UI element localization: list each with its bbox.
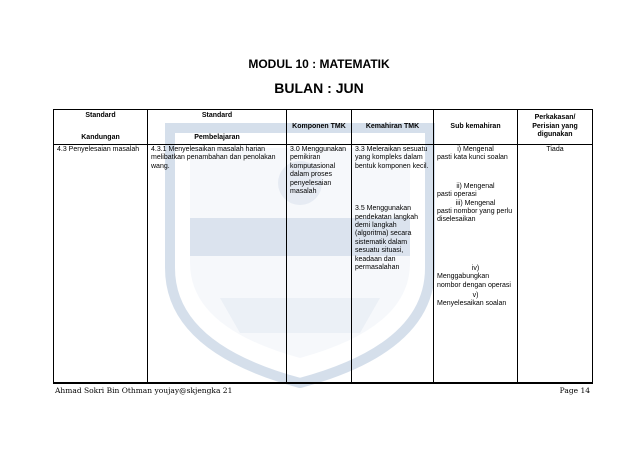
sub-item-5-number: v) xyxy=(472,292,479,300)
header-perkakasan: Perkakasan/ Perisian yang digunakan xyxy=(518,110,593,145)
footer-page-number: Page 14 xyxy=(559,386,590,395)
header-standard-pembelajaran: Standard Pembelajaran xyxy=(148,110,287,145)
table-row xyxy=(54,145,593,384)
kemahiran-item-1: 3.3 Meleraikan sesuatu yang kompleks dalam bentuk komponen kecil. xyxy=(355,146,429,170)
sub-item-4-number: iv) xyxy=(471,264,480,272)
cell-kemahiran-tmk xyxy=(352,145,434,384)
cell-standard-kandungan: 4.3 Penyelesaian masalah xyxy=(54,145,148,384)
cell-standard-pembelajaran: 4.3.1 Menyelesaikan masalah harian melibatkan penambahan dan penolakan wang. xyxy=(148,145,287,384)
sub-item-4-text: Menggabungkan nombor dengan operasi xyxy=(437,273,511,289)
footer-divider xyxy=(53,382,592,383)
header-standard-kandungan: Standard Kandungan xyxy=(54,110,148,145)
header-komponen-tmk: Komponen TMK xyxy=(287,110,352,145)
module-table xyxy=(53,109,593,384)
sub-item-2-text: pasti operasi xyxy=(437,191,477,199)
month-subtitle: BULAN : JUN xyxy=(274,80,364,96)
sub-item-1-text: pasti kata kunci soalan xyxy=(437,154,508,162)
sub-item-3-number: iii) Mengenal xyxy=(455,199,496,207)
sub-item-2-number: ii) Mengenal xyxy=(456,182,495,190)
header-kemahiran-tmk: Kemahiran TMK xyxy=(352,110,434,145)
cell-komponen-tmk: 3.0 Menggunakan pemikiran komputasional dalam proses penyelesaian masalah xyxy=(287,145,352,384)
kemahiran-item-2: 3.5 Menggunakan pendekatan langkah demi langkah (algoritma) secara sistematik dalam sesuatu situasi, keadaan dan permasalahan xyxy=(355,205,419,272)
header-sub-kemahiran: Sub kemahiran xyxy=(434,110,518,145)
table-header-row xyxy=(54,110,593,145)
module-title: MODUL 10 : MATEMATIK xyxy=(248,57,390,71)
footer-author: Ahmad Sokri Bin Othman youjay@skjengka 21 xyxy=(55,386,233,395)
cell-sub-kemahiran xyxy=(434,145,518,384)
sub-item-5-text: Menyelesaikan soalan xyxy=(437,300,507,308)
sub-item-1-number: i) Mengenal xyxy=(457,146,494,153)
sub-item-3-text: pasti nombor yang perlu diselesaikan xyxy=(437,208,513,224)
cell-perkakasan: Tiada xyxy=(518,145,593,384)
